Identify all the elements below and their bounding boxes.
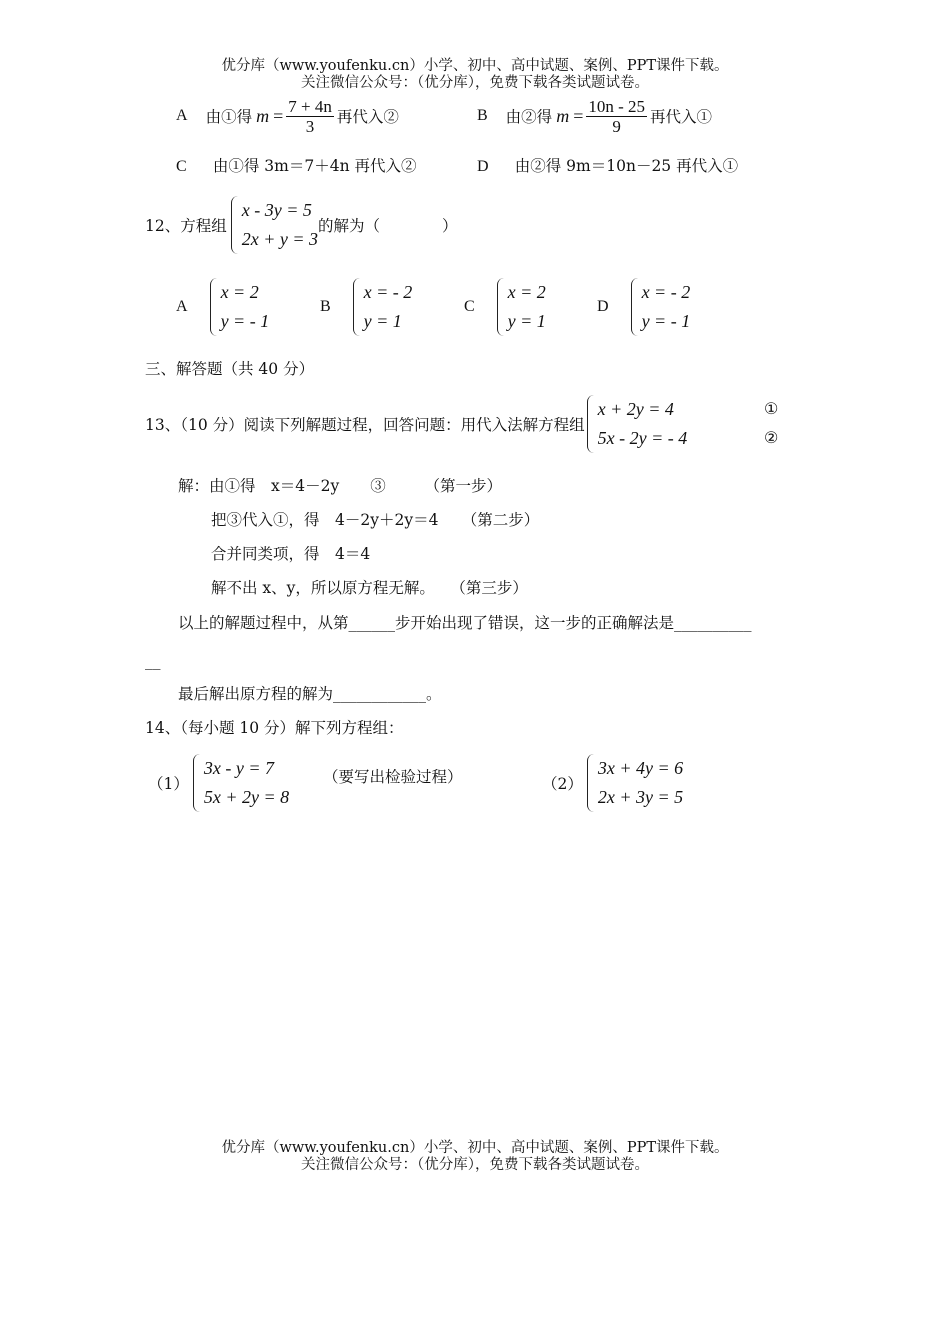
equation-system <box>587 395 688 453</box>
solution-row-x: x = 2 <box>220 282 259 302</box>
footer-line-2: 关注微信公众号：（优分库），免费下载各类试题试卷。 <box>301 1157 649 1173</box>
q14-part-1-note: （要写出检验过程） <box>323 768 463 786</box>
left-brace <box>231 196 239 254</box>
option-text: 由②得 9m＝10n－25 再代入① <box>514 157 739 175</box>
solution-system <box>497 278 546 336</box>
option-prefix: 由②得 <box>505 108 553 126</box>
equation-marker-2: ② <box>764 428 779 447</box>
q14-part-1 <box>148 754 289 812</box>
left-brace <box>497 278 505 336</box>
q13-question-2: 最后解出原方程的解为____________。 <box>178 685 442 703</box>
equation-row-1: x - 3y = 5 <box>241 200 312 220</box>
q13-stem <box>145 395 687 453</box>
left-brace <box>587 395 595 453</box>
q13-stem-text: 13、（10 分）阅读下列解题过程，回答问题：用代入法解方程组 <box>145 416 585 434</box>
q12-option-c <box>464 278 546 336</box>
equation-system <box>231 196 318 254</box>
q12-suffix: 的解为（ ） <box>318 217 458 235</box>
q12-option-a <box>176 278 269 336</box>
equation-row-2: 2x + y = 3 <box>241 229 319 249</box>
left-brace <box>587 754 595 812</box>
q12-option-d <box>597 278 690 336</box>
equation-row-2: 2x + 3y = 5 <box>597 787 684 807</box>
equation-row-1: 3x + 4y = 6 <box>597 758 684 778</box>
fraction-numerator: 10n - 25 <box>588 96 646 116</box>
fraction <box>586 97 647 136</box>
solution-row-y: y = - 1 <box>641 311 691 331</box>
option-label: A <box>176 107 188 124</box>
option-label: B <box>477 107 488 124</box>
fraction-denominator: 3 <box>305 116 315 136</box>
fraction-denominator: 9 <box>612 116 621 136</box>
solution-system <box>353 278 413 336</box>
left-brace <box>193 754 201 812</box>
var-m: m <box>256 105 270 126</box>
footer-line-1: 优分库（www.youfenku.cn）小学、初中、高中试题、案例、PPT课件下载。 <box>221 1140 729 1156</box>
option-label: A <box>176 298 188 315</box>
q12-option-b <box>320 278 412 336</box>
q12-prefix: 12、方程组 <box>145 217 227 235</box>
solution-row-y: y = 1 <box>507 311 546 331</box>
option-label: D <box>597 298 609 315</box>
equation-row-1: 3x - y = 7 <box>203 758 274 778</box>
solution-step-1: 解：由①得 x＝4－2y ③ （第一步） <box>178 477 502 495</box>
equation-marker-1: ① <box>764 399 779 418</box>
page-footer <box>0 1140 950 1174</box>
left-brace <box>353 278 361 336</box>
var-m: m <box>556 105 570 126</box>
q11-option-d <box>477 154 738 176</box>
solution-row-y: y = 1 <box>363 311 402 331</box>
solution-step-3: 合并同类项，得 4＝4 <box>211 545 371 563</box>
q14-stem: 14、（每小题 10 分）解下列方程组： <box>145 719 404 737</box>
solution-step-4: 解不出 x、y，所以原方程无解。 （第三步） <box>211 579 528 597</box>
equation-system <box>193 754 289 812</box>
solution-row-x: x = 2 <box>507 282 546 302</box>
page-header <box>0 58 950 92</box>
equation-row-2: 5x - 2y = - 4 <box>597 428 688 448</box>
q13-question-1-tail: __ <box>145 652 161 670</box>
solution-row-y: y = - 1 <box>220 311 270 331</box>
left-brace <box>210 278 218 336</box>
header-line-2: 关注微信公众号：（优分库），免费下载各类试题试卷。 <box>301 75 649 91</box>
header-line-1: 优分库（www.youfenku.cn）小学、初中、高中试题、案例、PPT课件下载。 <box>221 58 729 74</box>
option-label: D <box>477 158 489 175</box>
solution-row-x: x = - 2 <box>363 282 413 302</box>
fraction <box>286 97 334 136</box>
option-suffix: 再代入② <box>336 108 399 126</box>
q13-question-1: 以上的解题过程中，从第______步开始出现了错误，这一步的正确解法是__________ <box>178 614 752 632</box>
part-label: （1） <box>148 775 189 793</box>
solution-row-x: x = - 2 <box>641 282 691 302</box>
equation-row-1: x + 2y = 4 <box>597 399 674 419</box>
equals-sign: = <box>573 105 584 126</box>
part-label: （2） <box>542 775 583 793</box>
section-title: 三、解答题（共 40 分） <box>145 360 315 378</box>
option-suffix: 再代入① <box>650 108 713 126</box>
q12-stem <box>145 196 458 254</box>
q11-option-c <box>176 154 416 176</box>
equals-sign: = <box>273 105 284 126</box>
equation-row-2: 5x + 2y = 8 <box>203 787 290 807</box>
q11-option-b <box>477 96 712 136</box>
option-text: 由①得 3m＝7＋4n 再代入② <box>212 157 417 175</box>
left-brace <box>631 278 639 336</box>
solution-system <box>210 278 270 336</box>
option-label: C <box>176 158 187 175</box>
option-label: B <box>320 298 331 315</box>
equation-system <box>587 754 683 812</box>
option-label: C <box>464 298 475 315</box>
fraction-numerator: 7 + 4n <box>288 96 332 116</box>
solution-step-2: 把③代入①，得 4－2y＋2y＝4 （第二步） <box>211 511 540 529</box>
option-prefix: 由①得 <box>205 108 253 126</box>
solution-system <box>631 278 691 336</box>
q14-part-2 <box>542 754 683 812</box>
q11-option-a <box>176 96 399 136</box>
